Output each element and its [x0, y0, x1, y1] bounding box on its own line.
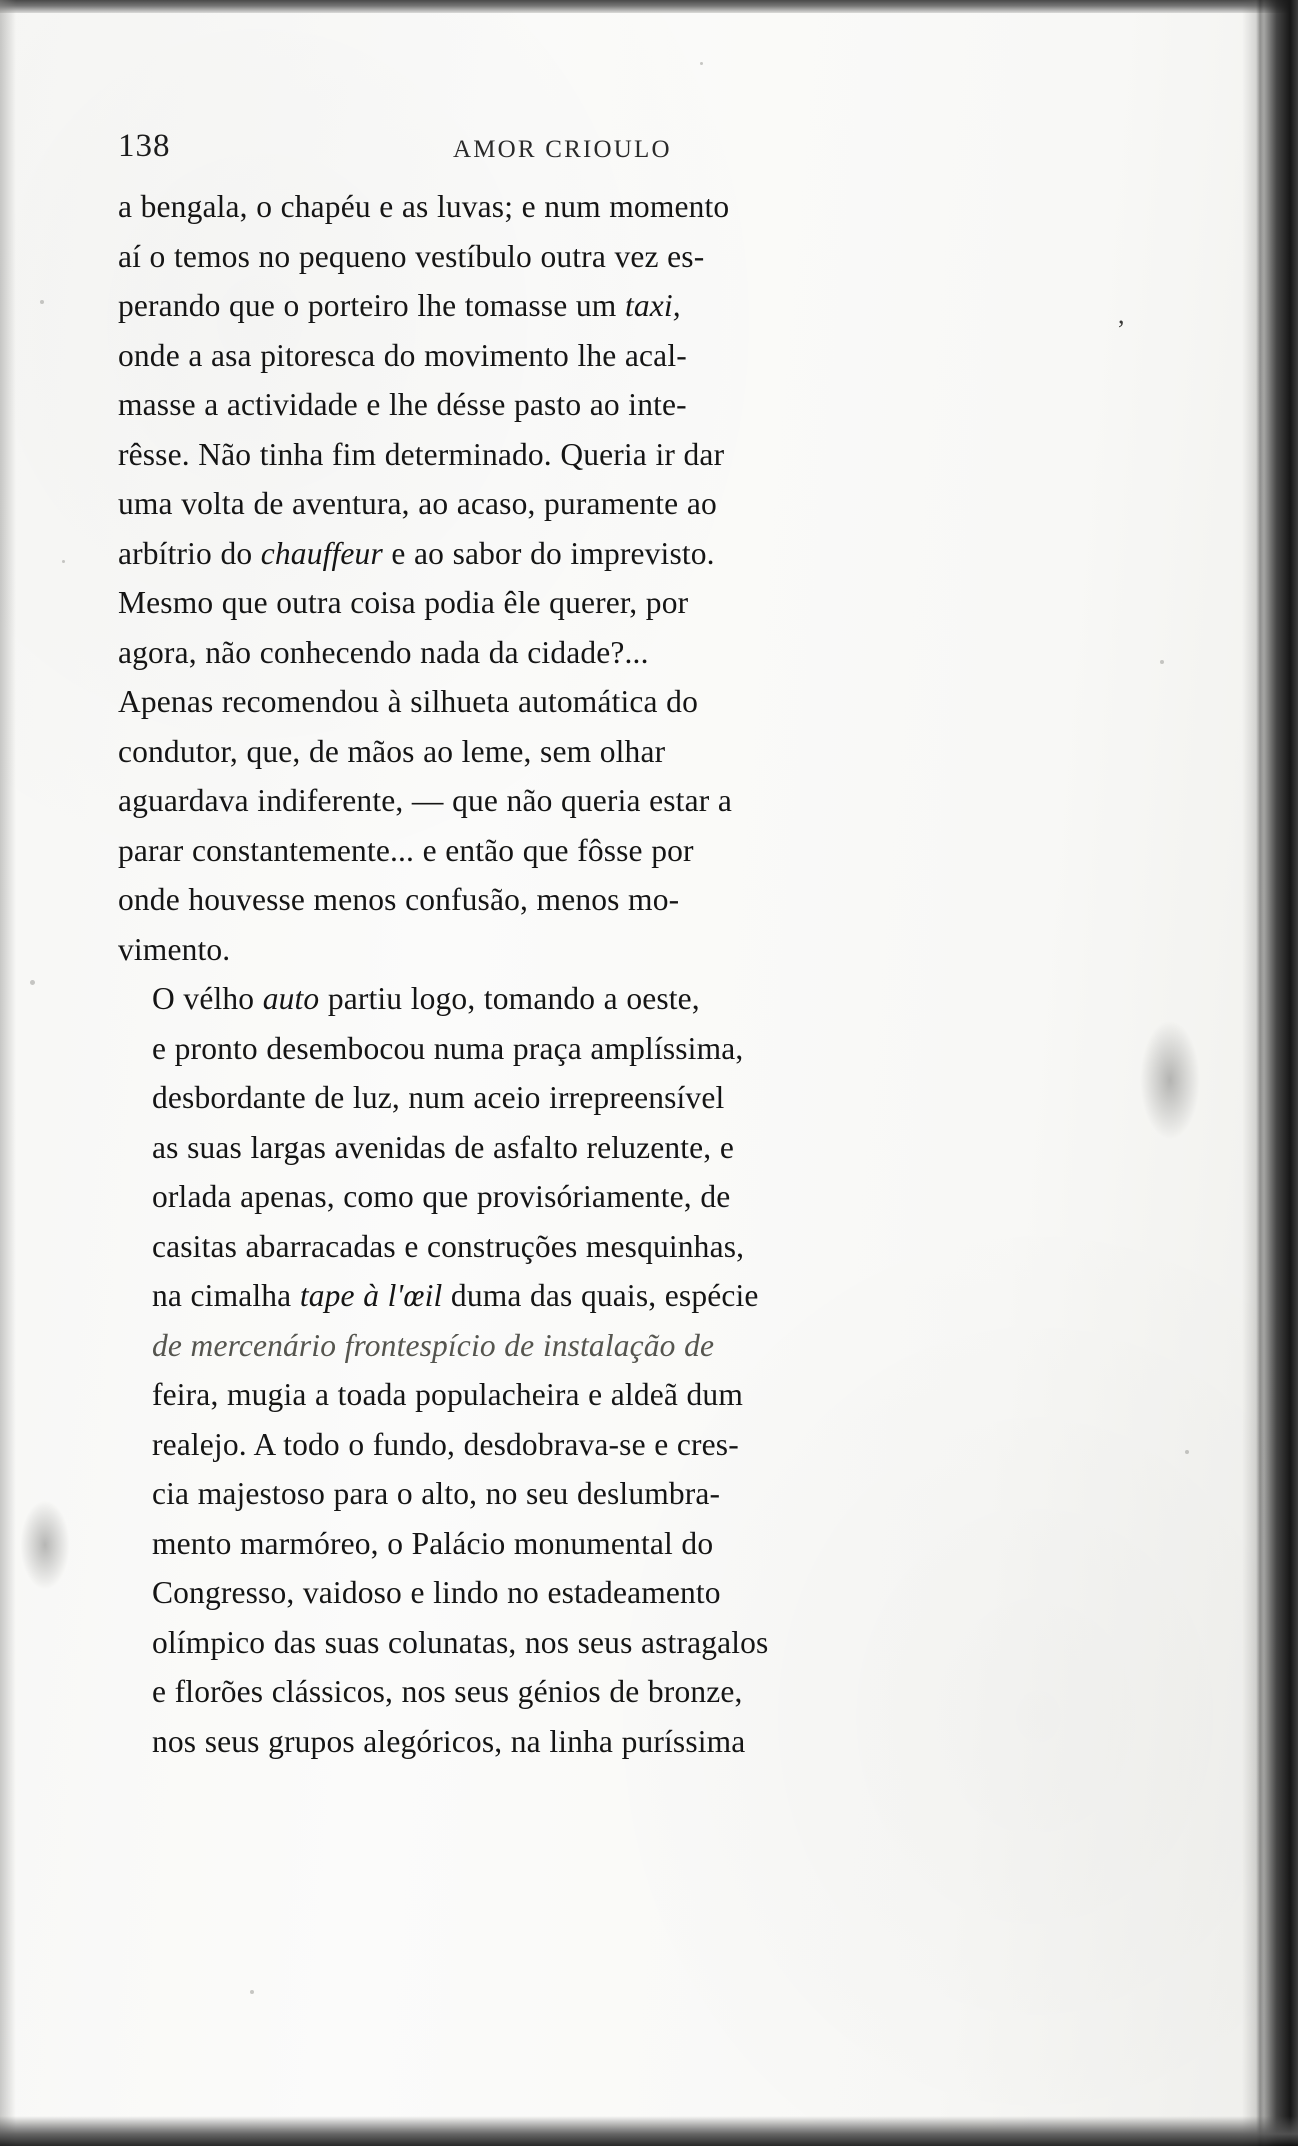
- text-line: O vélho auto partiu logo, tomando a oeste,: [152, 981, 700, 1016]
- text-line: nos seus grupos alegóricos, na linha puríssima: [152, 1723, 746, 1759]
- text-line: orlada apenas, como que provisóriamente, de: [152, 1179, 731, 1214]
- scan-smudge: [20, 1500, 70, 1590]
- text-line: Apenas recomendou à silhueta automática do: [118, 684, 698, 719]
- marginal-mark: ,: [1118, 300, 1125, 329]
- text-line: parar constantemente... e então que fôsse por: [118, 832, 694, 868]
- text-line: Mesmo que outra coisa podia êle querer, por: [118, 585, 689, 620]
- text-line: casitas abarracadas e construções mesquinhas,: [152, 1228, 745, 1264]
- scan-speck: [40, 300, 44, 304]
- text-line: vimento.: [118, 931, 231, 967]
- text-line: aí o temos no pequeno vestíbulo outra vez es-: [118, 238, 705, 274]
- folio-number: 138: [118, 128, 171, 164]
- text-line: agora, não conhecendo nada da cidade?...: [118, 634, 649, 670]
- text-line: de mercenário frontespício de instalação de: [152, 1327, 715, 1363]
- text-line: mento marmóreo, o Palácio monumental do: [152, 1525, 714, 1561]
- paragraph-1: [118, 182, 1078, 974]
- text-block: [118, 128, 1078, 1766]
- page-header: [118, 128, 1078, 182]
- text-line: condutor, que, de mãos ao leme, sem olhar: [118, 733, 666, 769]
- text-line: feira, mugia a toada populacheira e aldeã dum: [152, 1377, 743, 1412]
- running-head: AMOR CRIOULO: [453, 136, 672, 163]
- text-line: na cimalha tape à l'œil duma das quais, espécie: [152, 1278, 759, 1313]
- text-line: arbítrio do chauffeur e ao sabor do imprevisto.: [118, 535, 715, 571]
- text-line: rêsse. Não tinha fim determinado. Queria ir dar: [118, 436, 725, 472]
- scan-speck: [1185, 1450, 1189, 1454]
- scan-speck: [62, 560, 65, 563]
- text-line: e pronto desembocou numa praça amplíssima,: [152, 1030, 744, 1066]
- scan-speck: [250, 1990, 254, 1994]
- scan-speck: [1160, 660, 1164, 664]
- text-line: cia majestoso para o alto, no seu deslumbra-: [152, 1476, 721, 1511]
- text-line: onde houvesse menos confusão, menos mo-: [118, 882, 680, 917]
- text-line: as suas largas avenidas de asfalto reluzente, e: [152, 1129, 734, 1165]
- text-line: uma volta de aventura, ao acaso, puramente ao: [118, 486, 717, 521]
- scan-speck: [700, 62, 703, 65]
- text-line: aguardava indiferente, — que não queria estar a: [118, 783, 733, 818]
- text-line: e florões clássicos, nos seus génios de bronze,: [152, 1674, 743, 1709]
- text-line: perando que o porteiro lhe tomasse um taxi,: [118, 288, 681, 323]
- scan-binding-gutter: [1242, 0, 1298, 2146]
- text-line: realejo. A todo o fundo, desdobrava-se e cres-: [152, 1426, 739, 1462]
- text-line: olímpico das suas colunatas, nos seus astragalos: [152, 1624, 769, 1660]
- scan-binding-shadow: [1256, 0, 1264, 2146]
- text-line: a bengala, o chapéu e as luvas; e num momento: [118, 189, 730, 224]
- scan-speck: [30, 980, 35, 985]
- scan-edge-left: [0, 0, 16, 2146]
- scan-edge-top: [0, 0, 1298, 13]
- text-line: onde a asa pitoresca do movimento lhe acal-: [118, 337, 687, 373]
- paragraph-2: [118, 974, 1078, 1766]
- scan-smudge: [1140, 1020, 1200, 1140]
- text-line: desbordante de luz, num aceio irrepreensível: [152, 1080, 725, 1115]
- scan-edge-bottom: [0, 2116, 1298, 2146]
- text-line: Congresso, vaidoso e lindo no estadeamento: [152, 1575, 721, 1610]
- text-line: masse a actividade e lhe désse pasto ao inte-: [118, 387, 687, 422]
